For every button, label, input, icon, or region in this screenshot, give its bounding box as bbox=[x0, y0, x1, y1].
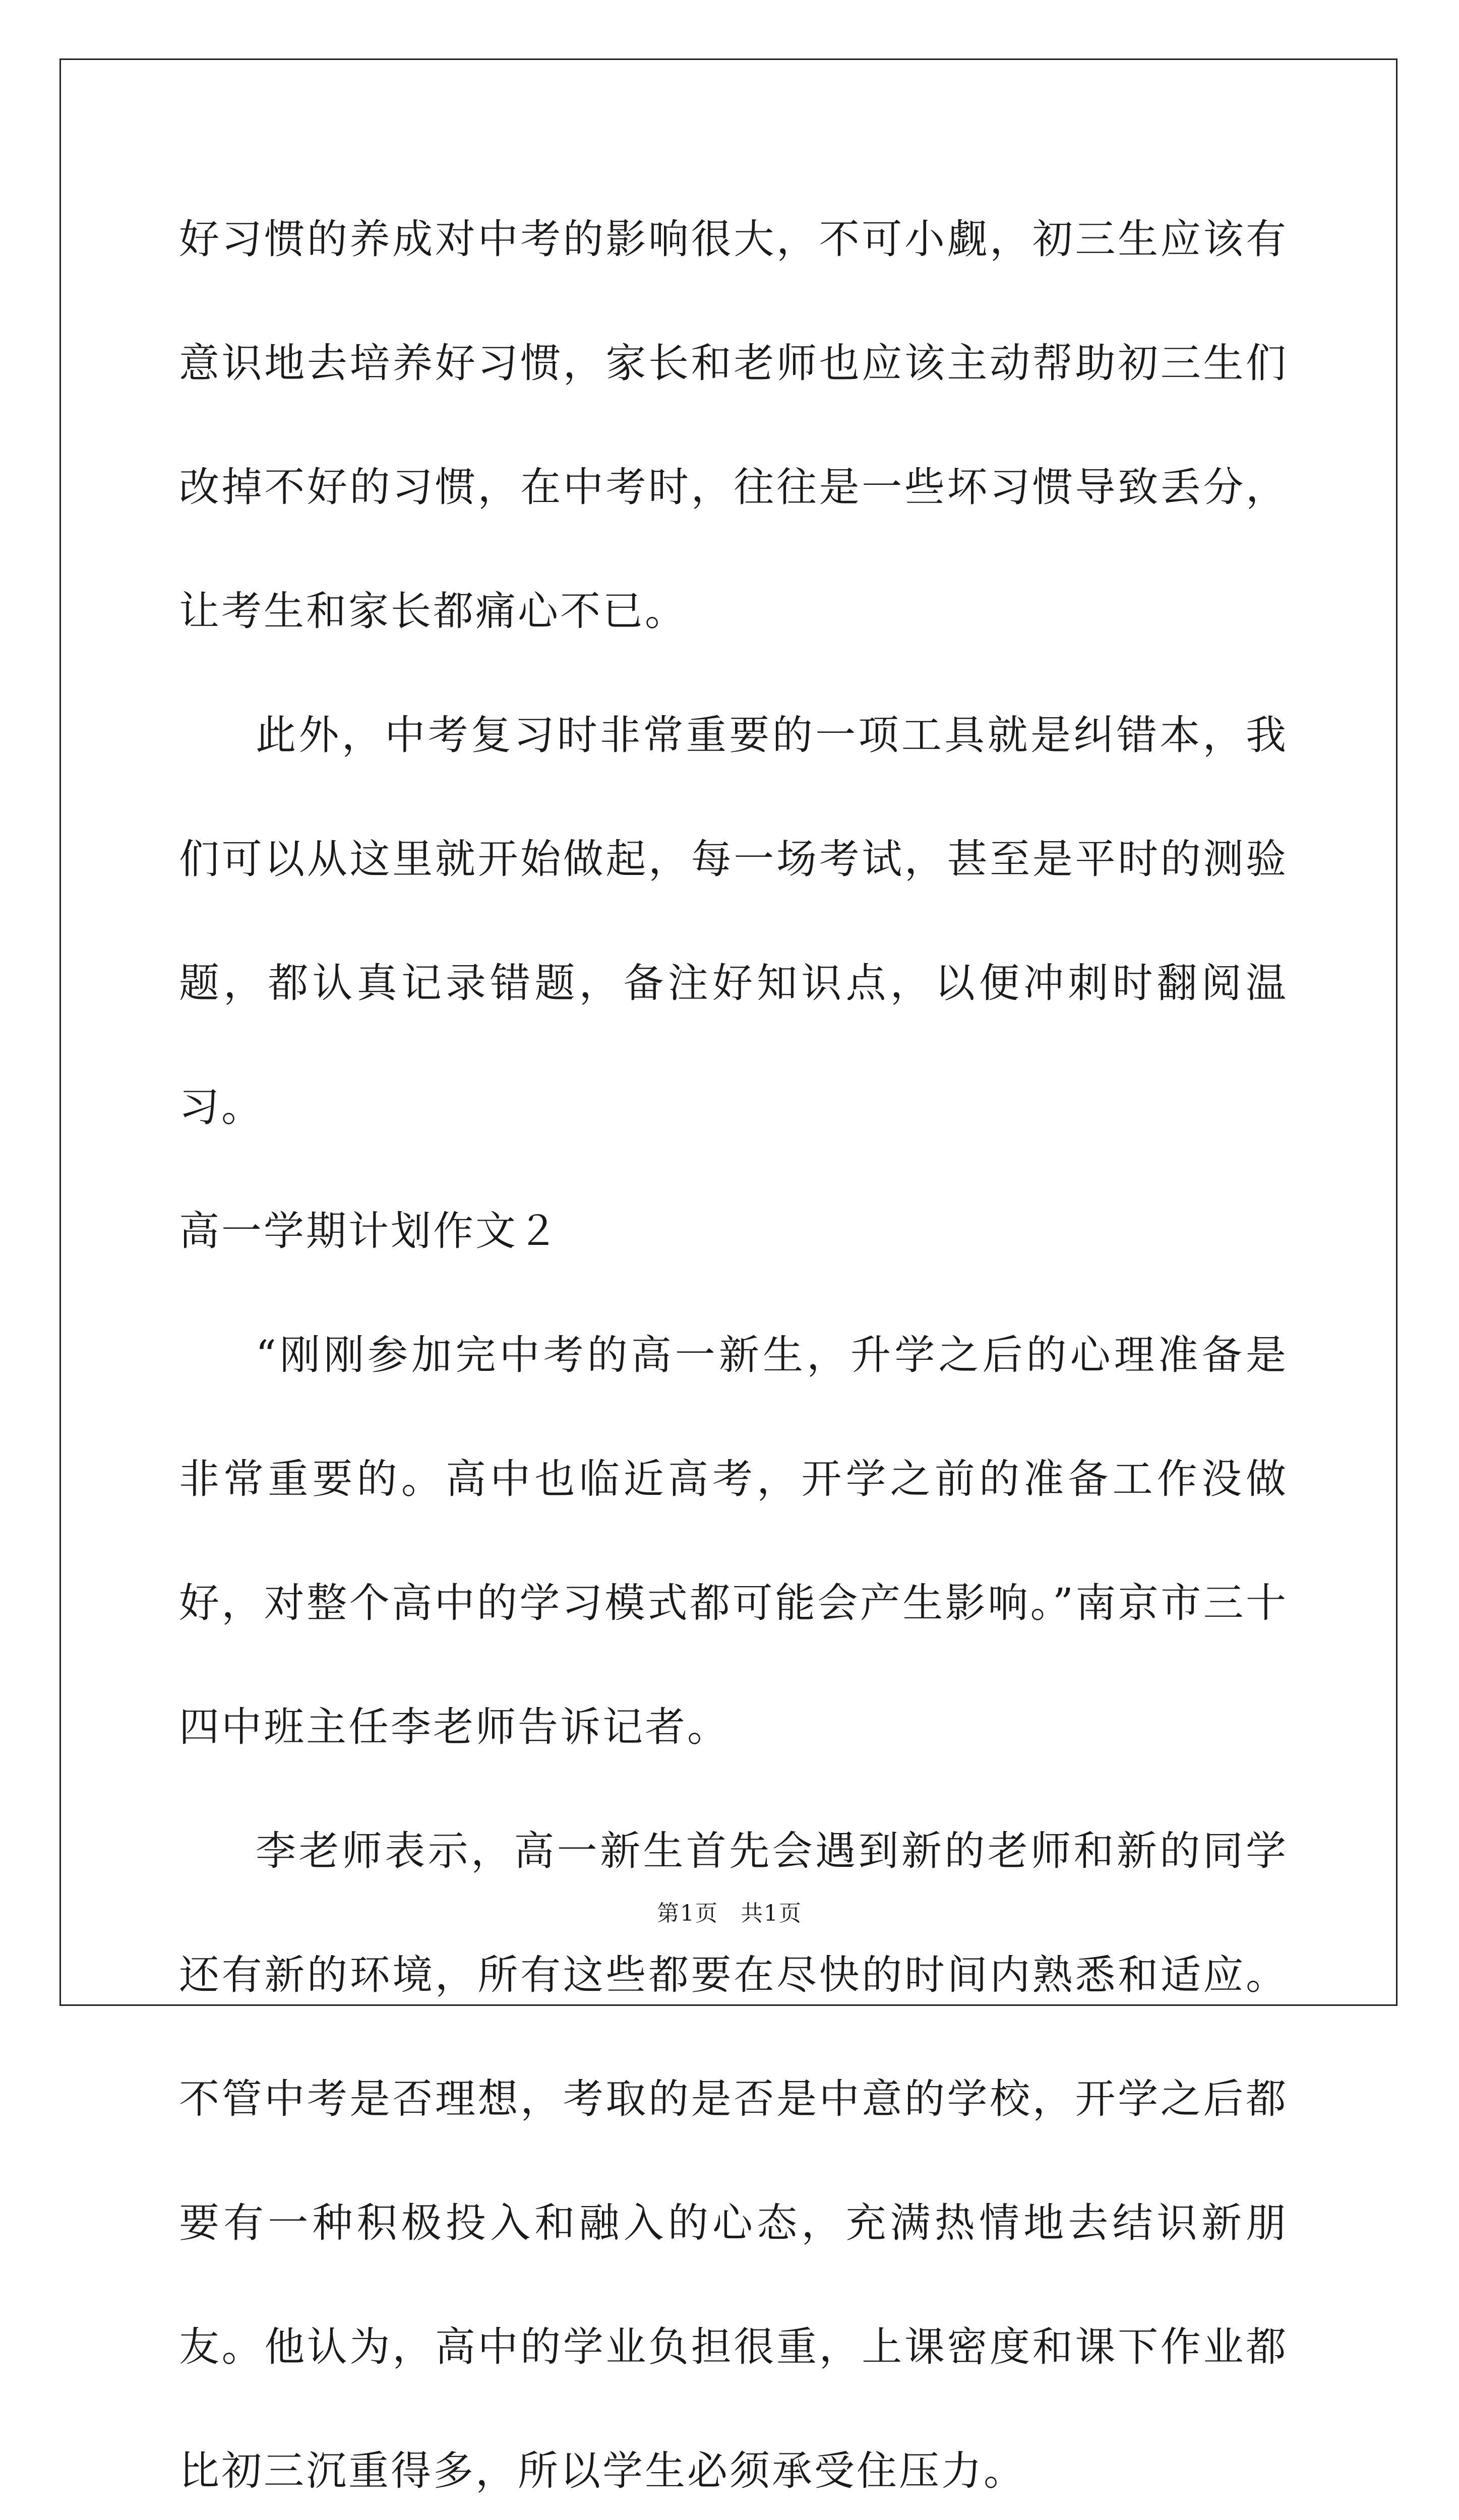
paragraph-2: 此外，中考复习时非常重要的一项工具就是纠错本，我们可以从这里就开始做起，每一场考试，甚至是平时的测验题，都认真记录错题，备注好知识点，以便冲刺时翻阅温习。 bbox=[179, 712, 1288, 1130]
paragraph-4: 李老师表示，高一新生首先会遇到新的老师和新的同学还有新的环境，所有这些都要在尽快的时间内熟悉和适应。不管中考是否理想，考取的是否是中意的学校，开学之后都要有一种积极投入和融入的心态，充满热情地去结识新朋友。他认为，高中的学业负担很重，上课密度和课下作业都比初三沉重得多，所以学生必须承受住压力。 bbox=[179, 1828, 1288, 2494]
section-heading: 高一学期计划作文２ bbox=[179, 1208, 560, 1254]
page-number-current: 第1页 bbox=[657, 1901, 718, 1926]
document-body bbox=[179, 177, 1288, 2520]
page-footer bbox=[0, 1895, 1459, 1927]
paragraph-1: 好习惯的养成对中考的影响很大，不可小觑，初三生应该有意识地去培养好习惯，家长和老师也应该主动帮助初三生们改掉不好的习惯，在中考时，往往是一些坏习惯导致丢分，让考生和家长都痛心不已。 bbox=[179, 216, 1288, 635]
page-number-total: 共1页 bbox=[741, 1901, 802, 1926]
paragraph-3: “刚刚参加完中考的高一新生，升学之后的心理准备是非常重要的。高中也临近高考，开学之前的准备工作没做好，对整个高中的学习模式都可能会产生影响。”南京市三十四中班主任李老师告诉记者。 bbox=[179, 1332, 1288, 1750]
